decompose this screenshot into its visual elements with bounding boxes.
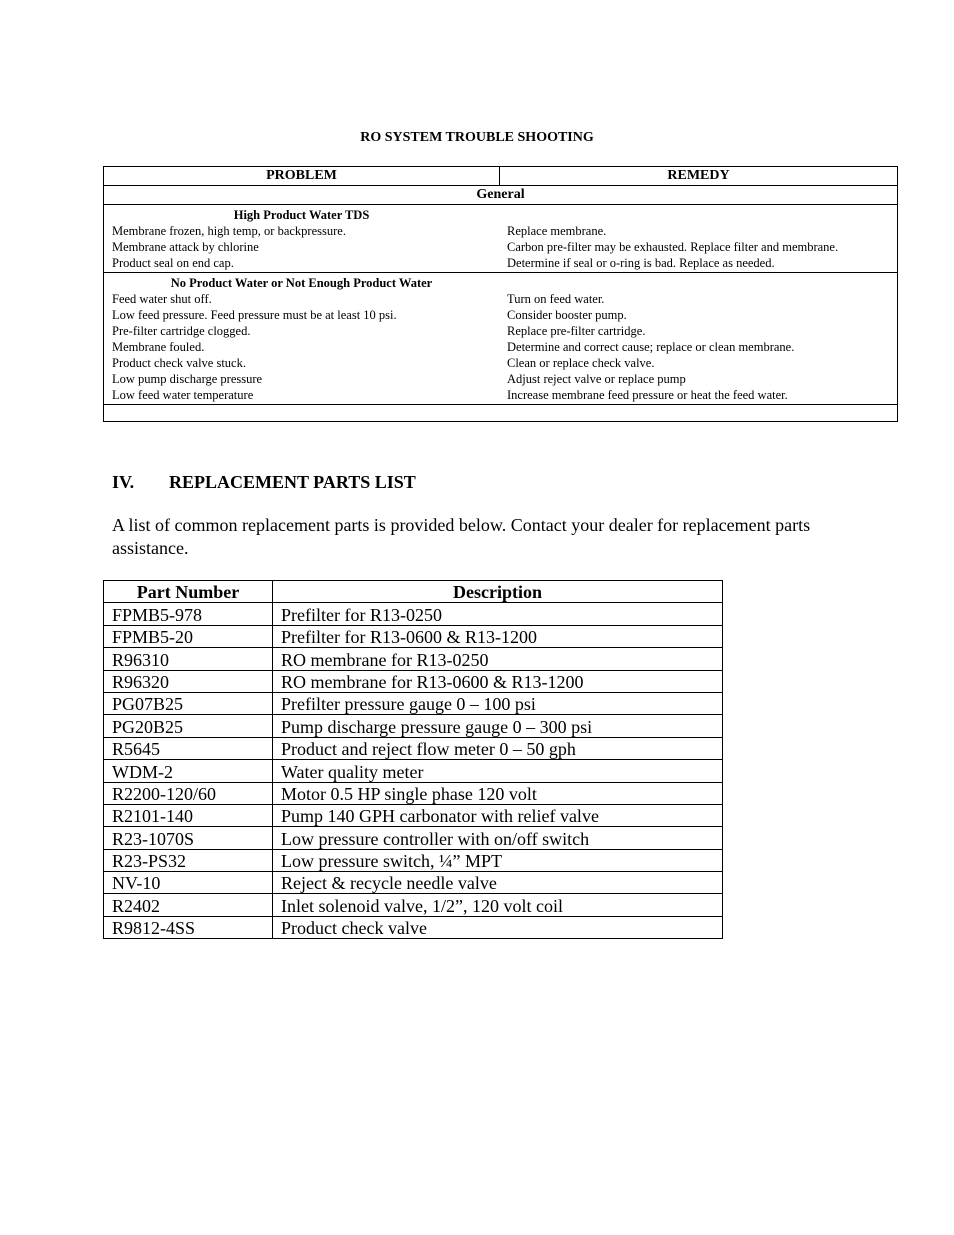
general-band-row [104, 186, 898, 205]
description-cell: Reject & recycle needle valve [273, 872, 723, 894]
table-row [104, 603, 723, 625]
description-cell: Motor 0.5 HP single phase 120 volt [273, 782, 723, 804]
problem-text: Pre-filter cartridge clogged. [112, 324, 251, 338]
problem-text: Feed water shut off. [112, 292, 212, 306]
part-number-cell: R96310 [104, 648, 273, 670]
table-row [104, 894, 723, 916]
problem-text: Low feed water temperature [112, 388, 254, 402]
description-cell: Prefilter pressure gauge 0 – 100 psi [273, 692, 723, 714]
table-row [104, 782, 723, 804]
part-number-column-header: Part Number [104, 581, 273, 603]
problem-text: Low feed pressure. Feed pressure must be at least 10 psi. [112, 308, 397, 322]
remedy-text: Replace pre-filter cartridge. [507, 324, 646, 338]
table-row [104, 737, 723, 759]
remedy-text: Clean or replace check valve. [507, 356, 655, 370]
troubleshooting-row [104, 387, 897, 403]
description-cell: Product check valve [273, 916, 723, 938]
troubleshooting-header-row [104, 167, 898, 186]
description-cell: Pump discharge pressure gauge 0 – 300 psi [273, 715, 723, 737]
general-band: General [104, 186, 898, 205]
problem-text: Product seal on end cap. [112, 256, 234, 270]
part-number-cell: R2200-120/60 [104, 782, 273, 804]
description-column-header: Description [273, 581, 723, 603]
part-number-cell: R5645 [104, 737, 273, 759]
table-row [104, 760, 723, 782]
remedy-text: Carbon pre-filter may be exhausted. Replace filter and membrane. [507, 240, 839, 254]
problem-text: Product check valve stuck. [112, 356, 246, 370]
part-number-cell: NV-10 [104, 872, 273, 894]
troubleshooting-row [104, 339, 897, 355]
troubleshooting-row [104, 223, 897, 239]
part-number-cell: R9812-4SS [104, 916, 273, 938]
troubleshooting-row [104, 355, 897, 371]
remedy-text: Determine and correct cause; replace or clean membrane. [507, 340, 795, 354]
part-number-cell: R23-1070S [104, 827, 273, 849]
part-number-cell: R23-PS32 [104, 849, 273, 871]
table-row [104, 804, 723, 826]
section-number: IV. [112, 472, 135, 492]
page-title: RO SYSTEM TROUBLE SHOOTING [360, 130, 594, 145]
description-cell: Pump 140 GPH carbonator with relief valve [273, 804, 723, 826]
problem-text: Membrane frozen, high temp, or backpressure. [112, 224, 346, 238]
part-number-cell: R96320 [104, 670, 273, 692]
group-heading: No Product Water or Not Enough Product Water [170, 276, 433, 290]
troubleshooting-row [104, 307, 897, 323]
remedy-text: Turn on feed water. [507, 292, 605, 306]
remedy-text: Determine if seal or o-ring is bad. Replace as needed. [507, 256, 775, 270]
part-number-cell: FPMB5-978 [104, 603, 273, 625]
table-row [104, 625, 723, 647]
table-row [104, 872, 723, 894]
part-number-cell: R2402 [104, 894, 273, 916]
parts-table [103, 580, 723, 939]
troubleshooting-group [104, 205, 898, 273]
table-row [104, 715, 723, 737]
problem-text: Membrane attack by chlorine [112, 240, 259, 254]
intro-paragraph: A list of common replacement parts is provided below. Contact your dealer for replacement parts assistance. [112, 515, 811, 558]
table-row [104, 827, 723, 849]
remedy-text: Adjust reject valve or replace pump [507, 372, 686, 386]
description-cell: Low pressure controller with on/off switch [273, 827, 723, 849]
remedy-text: Replace membrane. [507, 224, 607, 238]
section-heading [112, 472, 416, 493]
problem-text: Membrane fouled. [112, 340, 205, 354]
problem-text: Low pump discharge pressure [112, 372, 263, 386]
table-row [104, 849, 723, 871]
troubleshooting-row [104, 239, 897, 255]
part-number-cell: WDM-2 [104, 760, 273, 782]
description-cell: Inlet solenoid valve, 1/2”, 120 volt coil [273, 894, 723, 916]
table-row [104, 648, 723, 670]
part-number-cell: FPMB5-20 [104, 625, 273, 647]
part-number-cell: PG20B25 [104, 715, 273, 737]
parts-header-row [104, 581, 723, 603]
remedy-text: Consider booster pump. [507, 308, 627, 322]
troubleshooting-row [104, 371, 897, 387]
troubleshooting-group [104, 273, 898, 405]
description-cell: Prefilter for R13-0250 [273, 603, 723, 625]
table-row [104, 670, 723, 692]
description-cell: RO membrane for R13-0600 & R13-1200 [273, 670, 723, 692]
table-row [104, 692, 723, 714]
description-cell: Product and reject flow meter 0 – 50 gph [273, 737, 723, 759]
part-number-cell: R2101-140 [104, 804, 273, 826]
table-row [104, 916, 723, 938]
troubleshooting-row [104, 323, 897, 339]
description-cell: Water quality meter [273, 760, 723, 782]
description-cell: Low pressure switch, ¼” MPT [273, 849, 723, 871]
group-heading: High Product Water TDS [233, 208, 370, 222]
description-cell: Prefilter for R13-0600 & R13-1200 [273, 625, 723, 647]
troubleshooting-row [104, 255, 897, 271]
empty-row [104, 405, 898, 422]
parts-table-body [104, 603, 723, 939]
remedy-column-header: REMEDY [500, 167, 898, 186]
remedy-text: Increase membrane feed pressure or heat the feed water. [507, 388, 788, 402]
section-title: REPLACEMENT PARTS LIST [169, 472, 416, 492]
problem-column-header: PROBLEM [104, 167, 500, 186]
description-cell: RO membrane for R13-0250 [273, 648, 723, 670]
troubleshooting-row [104, 291, 897, 307]
part-number-cell: PG07B25 [104, 692, 273, 714]
troubleshooting-table [103, 166, 898, 422]
